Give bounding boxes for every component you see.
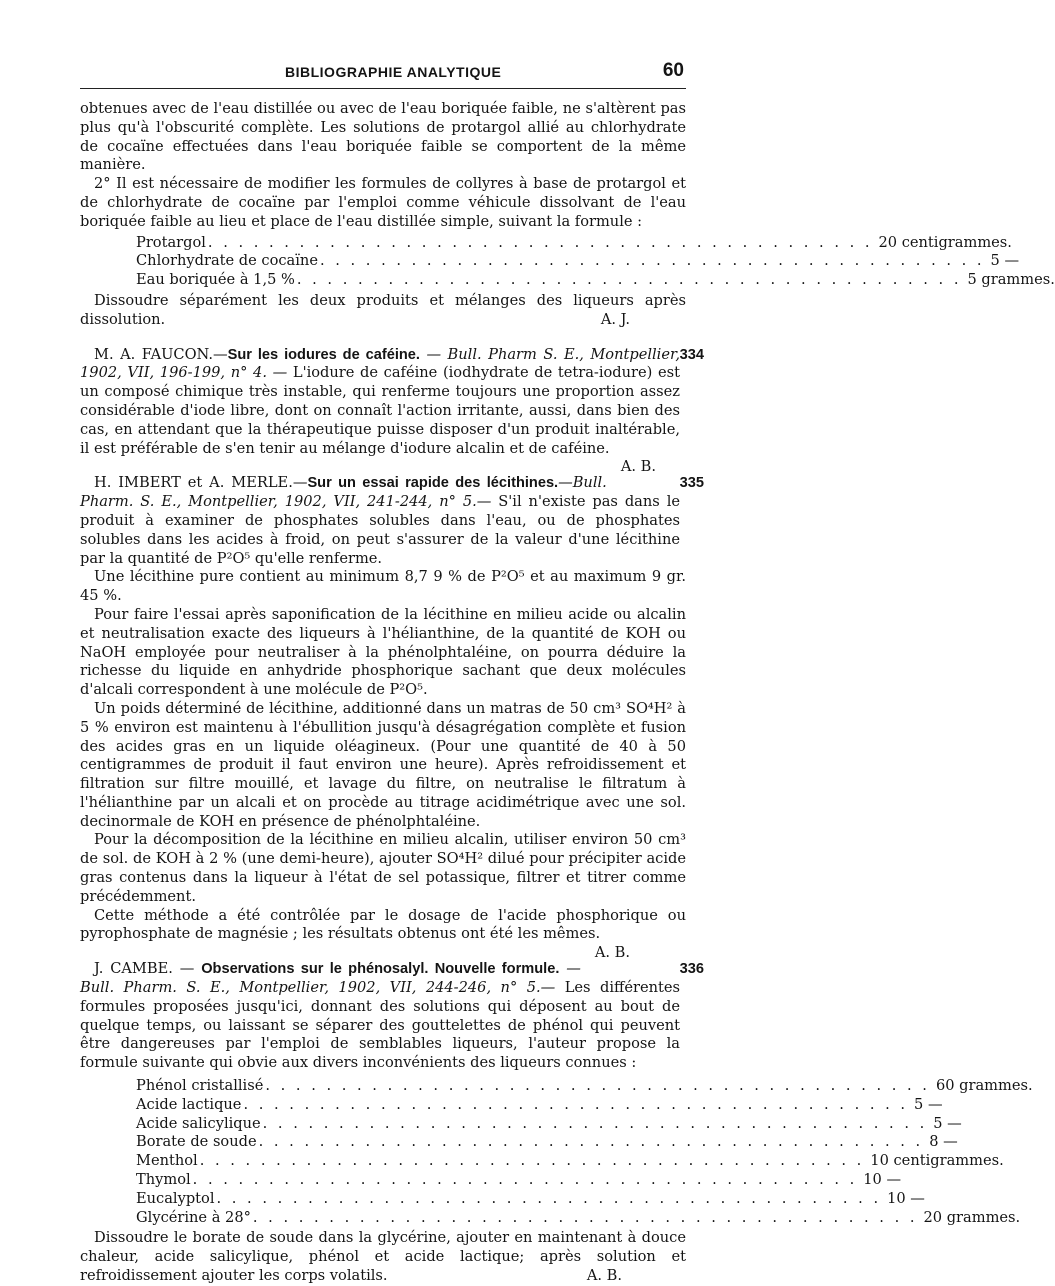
formula-table <box>136 1077 1033 1227</box>
signature: A. B. <box>594 944 630 962</box>
entry-paragraph <box>80 960 704 1073</box>
paragraph-text: Cette méthode a été contrôlée par le dosage de l'acide phosphorique ou pyrophosphate de magnésie ; les résultats obtenus ont été les mêmes. <box>80 906 686 943</box>
formula-row <box>136 1114 962 1134</box>
ingredient-name: Borate de soude <box>136 1133 257 1151</box>
leader-dots: . . . . . . . . . . . . . . . . . . . . . . . . . . . . . . . . . . . . . . . . . . . . <box>243 1095 909 1113</box>
formula-row <box>136 271 1055 290</box>
paragraph: Un poids déterminé de lécithine, additionné dans un matras de 50 cm³ SO⁴H² à 5 % environ est maintenu à l'ébullition jusqu'à désagrégation complète et fusion des acides gras en un liquide oléagineux. (Pour une quantité de 40 à 50 centigrammes de produit il faut environ une heure). Après refroidissement et filtration sur filtre mouillé, et lavage du filtre, on neutralise le filtratum à l'hélianthine par un alcali et on procède au titrage acidimétrique avec une sol. decinormale de KOH en présence de phénolphtaléine. <box>80 699 686 830</box>
article-title: Sur un essai rapide des lécithines. <box>307 475 559 492</box>
leader-dots: . . . . . . . . . . . . . . . . . . . . . . . . . . . . . . . . . . . . . . . . . . . . <box>319 252 985 270</box>
ingredient-name: Eau boriquée à 1,5 % <box>136 271 295 289</box>
paragraph <box>80 1229 686 1285</box>
page-content <box>80 100 1055 1286</box>
formula-row <box>136 1171 902 1190</box>
ingredient-name: Eucalyptol <box>136 1189 215 1207</box>
ingredient-quantity: 20 grammes. <box>923 1208 1021 1226</box>
signature: A. B. <box>586 1267 622 1285</box>
formula-row <box>136 1077 1033 1096</box>
ingredient-name: Thymol <box>136 1171 191 1189</box>
bibliography-entry <box>80 345 704 476</box>
bibliography-entry <box>80 960 1033 1286</box>
paragraph: 2° Il est nécessaire de modifier les formules de collyres à base de protargol et de chlorhydrate de cocaïne par l'emploi comme véhicule dissolvant de l'eau boriquée faible au lieu et place de l'eau distillée simple, suivant la formule : <box>80 175 686 230</box>
leader-dots: . . . . . . . . . . . . . . . . . . . . . . . . . . . . . . . . . . . . . . . . . . . . <box>252 1208 918 1226</box>
formula-row <box>136 252 1020 271</box>
ingredient-quantity: 60 grammes. <box>935 1077 1033 1095</box>
ingredient-quantity: 5 grammes. <box>967 271 1055 289</box>
bibliography-entry <box>80 474 704 962</box>
paragraph-text: Dissoudre séparément les deux produits et mélanges des liqueurs après dissolution. <box>80 291 686 328</box>
paragraph <box>80 292 686 330</box>
entry-body: Les différentes formules proposées jusqu'ici, donnant des solutions qui déposent au bout de quelque temps, ou laissant se séparer des gouttelettes de phénol qui peuvent être dangereuses par l'emploi de semblables liqueurs, l'auteur propose la formule suivante qui obvie aux divers inconvénients des liqueurs connues : <box>80 979 680 1072</box>
entry-paragraph <box>80 474 704 568</box>
leader-dots: . . . . . . . . . . . . . . . . . . . . . . . . . . . . . . . . . . . . . . . . . . . . <box>192 1171 858 1189</box>
leader-dots: . . . . . . . . . . . . . . . . . . . . . . . . . . . . . . . . . . . . . . . . . . . . <box>216 1189 882 1207</box>
entry-citation: — Bull. Pharm S. E., Montpellier, 1902, VII, 196-199, n° 4. — <box>80 345 680 382</box>
ingredient-quantity: 8 — <box>929 1133 958 1151</box>
paragraph-text: Dissoudre le borate de soude dans la glycérine, ajouter en maintenant à douce chaleur, acide salicylique, phénol et acide lactique; après solution et refroidissement ajouter les corps volatils. <box>80 1229 686 1285</box>
formula-row <box>136 1095 943 1115</box>
entry-author: M. A. FAUCON.— <box>94 345 228 363</box>
leader-dots: . . . . . . . . . . . . . . . . . . . . . . . . . . . . . . . . . . . . . . . . . . . . <box>265 1077 930 1095</box>
entry-citation: — Bull. Pharm. S. E., Montpellier, 1902, VII, 244-246, n° 5.— <box>80 960 581 997</box>
formula-row <box>136 1133 958 1152</box>
ingredient-quantity: 5 — <box>990 252 1020 270</box>
ingredient-name: Protargol <box>136 233 206 251</box>
ingredient-name: Phénol cristallisé <box>136 1077 264 1095</box>
reference-number: 336 <box>679 961 704 978</box>
page-header <box>80 58 686 89</box>
ingredient-name: Acide salicylique <box>136 1114 261 1132</box>
ingredient-quantity: 10 — <box>887 1189 925 1207</box>
formula-table <box>136 233 1055 290</box>
paragraph: Une lécithine pure contient au minimum 8,7 9 % de P²O⁵ et au maximum 9 gr. 45 %. <box>80 568 686 605</box>
entry-paragraph <box>80 345 704 476</box>
entry-author: J. CAMBE. — <box>94 960 202 978</box>
ingredient-name: Glycérine à 28° <box>136 1208 251 1226</box>
formula-row <box>136 233 1012 253</box>
article-title: Observations sur le phénosalyl. Nouvelle formule. <box>201 961 560 978</box>
paragraph: Pour faire l'essai après saponification de la lécithine en milieu acide ou alcalin et neutralisation exacte des liqueurs à l'hélianthine, de la quantité de KOH ou NaOH employée pour neutraliser à la phénolphtaléine, on pourra déduire la richesse du liquide en anhydride phosphorique sachant que deux molécules d'alcali correspondent à une molécule de P²O⁵. <box>80 605 686 699</box>
reference-number: 335 <box>679 475 704 492</box>
formula-row <box>136 1208 1021 1228</box>
entry-citation: —Bull. Pharm. S. E., Montpellier, 1902, VII, 241-244, n° 5.— <box>80 474 607 511</box>
ingredient-quantity: 10 — <box>863 1171 902 1189</box>
ingredient-quantity: 5 — <box>933 1114 962 1132</box>
page-number: 60 <box>662 60 684 81</box>
paragraph: obtenues avec de l'eau distillée ou avec de l'eau boriquée faible, ne s'altèrent pas plus qu'à l'obscurité complète. Les solutions de protargol allié au chlorhydrate de cocaïne effectuées dans l'eau boriquée faible se comportent de la même manière. <box>80 100 686 174</box>
article-title: Sur les iodures de caféine. <box>227 346 420 363</box>
signature: A. J. <box>600 310 630 328</box>
ingredient-name: Menthol <box>136 1152 198 1170</box>
ingredient-quantity: 10 centigrammes. <box>870 1152 1004 1170</box>
leader-dots: . . . . . . . . . . . . . . . . . . . . . . . . . . . . . . . . . . . . . . . . . . . . <box>258 1133 924 1151</box>
paragraph: Pour la décomposition de la lécithine en milieu alcalin, utiliser environ 50 cm³ de sol. de KOH à 2 % (une demi-heure), ajouter SO⁴H² dilué pour précipiter acide gras contenus dans la liqueur à l'état de sel potassique, filtrer et titrer comme précédemment. <box>80 831 686 905</box>
formula-row <box>136 1189 925 1209</box>
ingredient-name: Chlorhydrate de cocaïne <box>136 252 318 270</box>
entry-author: H. IMBERT et A. MERLE.— <box>94 474 308 492</box>
leader-dots: . . . . . . . . . . . . . . . . . . . . . . . . . . . . . . . . . . . . . . . . . . . . <box>199 1152 865 1170</box>
leader-dots: . . . . . . . . . . . . . . . . . . . . . . . . . . . . . . . . . . . . . . . . . . . . <box>296 271 962 289</box>
leader-dots: . . . . . . . . . . . . . . . . . . . . . . . . . . . . . . . . . . . . . . . . . . . . <box>207 233 873 251</box>
formula-row <box>136 1152 1004 1171</box>
ingredient-quantity: 20 centigrammes. <box>878 233 1012 251</box>
entry-body: S'il n'existe pas dans le produit à examiner de phosphates solubles dans l'eau, ou de phosphates solubles dans les acides à froid, on peut s'assurer de la valeur d'une lécithine par la quantité de P²O⁵ qu'elle renferme. <box>80 493 680 567</box>
reference-number: 334 <box>679 346 704 363</box>
running-title: BIBLIOGRAPHIE ANALYTIQUE <box>285 64 502 80</box>
ingredient-quantity: 5 — <box>914 1095 943 1113</box>
signature: A. B. <box>620 458 656 476</box>
leader-dots: . . . . . . . . . . . . . . . . . . . . . . . . . . . . . . . . . . . . . . . . . . . . <box>262 1114 928 1132</box>
paragraph <box>80 906 686 962</box>
entry-body: L'iodure de caféine (iodhydrate de tetra-iodure) est un composé chimique très instable, qui renferme toujours une proportion assez considérable d'iode libre, dont on connaît l'action irritante, aussi, dans bien des cas, en attendant que la thérapeutique puisse disposer d'un produit inaltérable, il est préférable de s'en tenir au mélange d'iodure alcalin et de caféine. <box>80 364 680 457</box>
ingredient-name: Acide lactique <box>136 1095 242 1113</box>
